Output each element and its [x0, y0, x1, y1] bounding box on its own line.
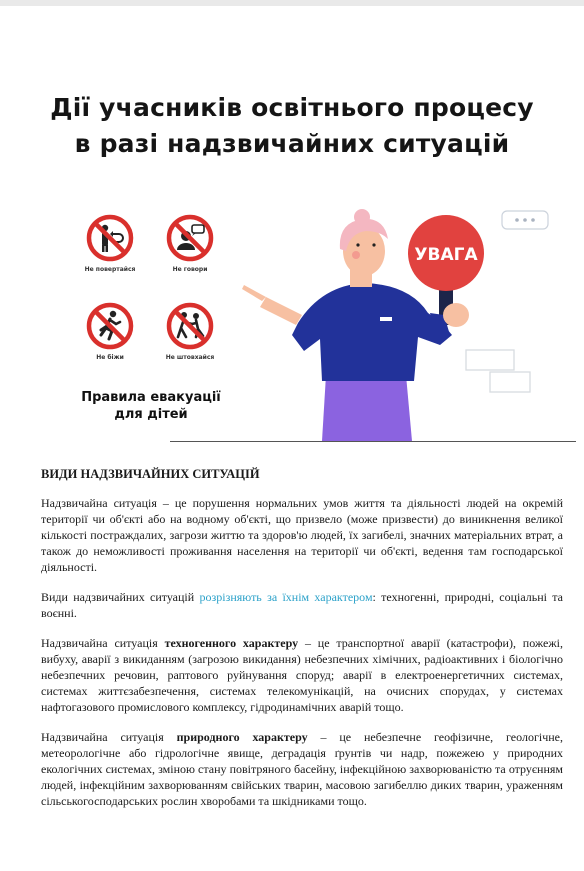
sign-no-talking: [150, 214, 230, 273]
paragraph-natural: [41, 729, 563, 809]
evacuation-rules-title: [80, 389, 222, 423]
no-talking-icon: [166, 214, 214, 262]
prohibition-signs-grid: [70, 214, 230, 374]
natural-text-before: Надзвичайна ситуація: [41, 730, 177, 744]
types-text-after: : техногенні, природні, соціальні та воєнні.: [41, 590, 563, 620]
types-link[interactable]: розрізняють за їхнім характером: [199, 590, 373, 604]
types-text-before: Види надзвичайних ситуацій: [41, 590, 200, 604]
sign-no-running: [70, 302, 150, 361]
sign-label: Не біжи: [96, 354, 124, 361]
document-body: [41, 466, 563, 823]
no-pushing-icon: [166, 302, 214, 350]
technogenic-text-before: Надзвичайна ситуація: [41, 636, 165, 650]
page-title-line1: Дії учасників освітнього процесу: [50, 93, 534, 122]
natural-bold-term: природного характеру: [176, 730, 308, 744]
section-heading: ВИДИ НАДЗВИЧАЙНИХ СИТУАЦІЙ: [41, 467, 260, 481]
sign-no-pushing: [150, 302, 230, 361]
sign-label: Не повертайся: [84, 266, 136, 273]
evacuation-title-line1: Правила евакуації: [81, 390, 221, 405]
natural-text-after: – це небезпечне геофізичне, геологічне, метеорологічне або гідрологічне явище, деградація ґрунтів чи надр, пожежею у природних екологічних системах, зміною стану повітряного басейну, інфекційною захворюваністю та отруєнням людей, інфекційним захворюванням свійських тварин, масовою загибеллю диких тварин, ураженням сільськогосподарських рослин хворобами та шкідниками тощо.: [41, 730, 563, 808]
sign-no-turning-back: [70, 214, 150, 273]
evacuation-title-line2: для дітей: [114, 407, 188, 422]
section-divider: [170, 441, 576, 442]
page-title-line2: в разі надзвичайних ситуацій: [74, 129, 510, 158]
paragraph-definition: Надзвичайна ситуація – це порушення нормальних умов життя та діяльності людей на окремій території чи об'єкті або на водному об'єкті, що призвело (може призвести) до виникнення великої кількості постраждалих, загрози життю та здоров'ю людей, їх загибелі, значних матеріальних втрат, а також до неможливості проживання населення на території чи об'єкті, ведення там господарської діяльності.: [41, 496, 563, 574]
paragraph-types: [41, 589, 563, 621]
sign-label: Не штовхайся: [165, 354, 215, 361]
technogenic-text-after: – це транспортної аварії (катастрофи), пожежі, вибуху, аварії з викиданням (загрозою викидання) небезпечних хімічних, радіоактивних і біологічно небезпечних речовин, раптового руйнування споруд; аварії в електроенергетичних системах, системах життєзабезпечення, системах телекомунікацій, на очисних спорудах, у системах нафтогазового промислового комплексу, гідродинамічних аварій тощо.: [41, 636, 564, 714]
warning-sign-text: УВАГА: [414, 245, 478, 265]
no-running-icon: [86, 302, 134, 350]
woman-with-warning-sign-illustration: [230, 205, 580, 445]
paragraph-technogenic: [41, 635, 563, 715]
technogenic-bold-term: техногенного характеру: [164, 636, 299, 650]
sign-label: Не говори: [172, 266, 208, 273]
top-divider: [0, 0, 584, 6]
no-turning-back-icon: [86, 214, 134, 262]
